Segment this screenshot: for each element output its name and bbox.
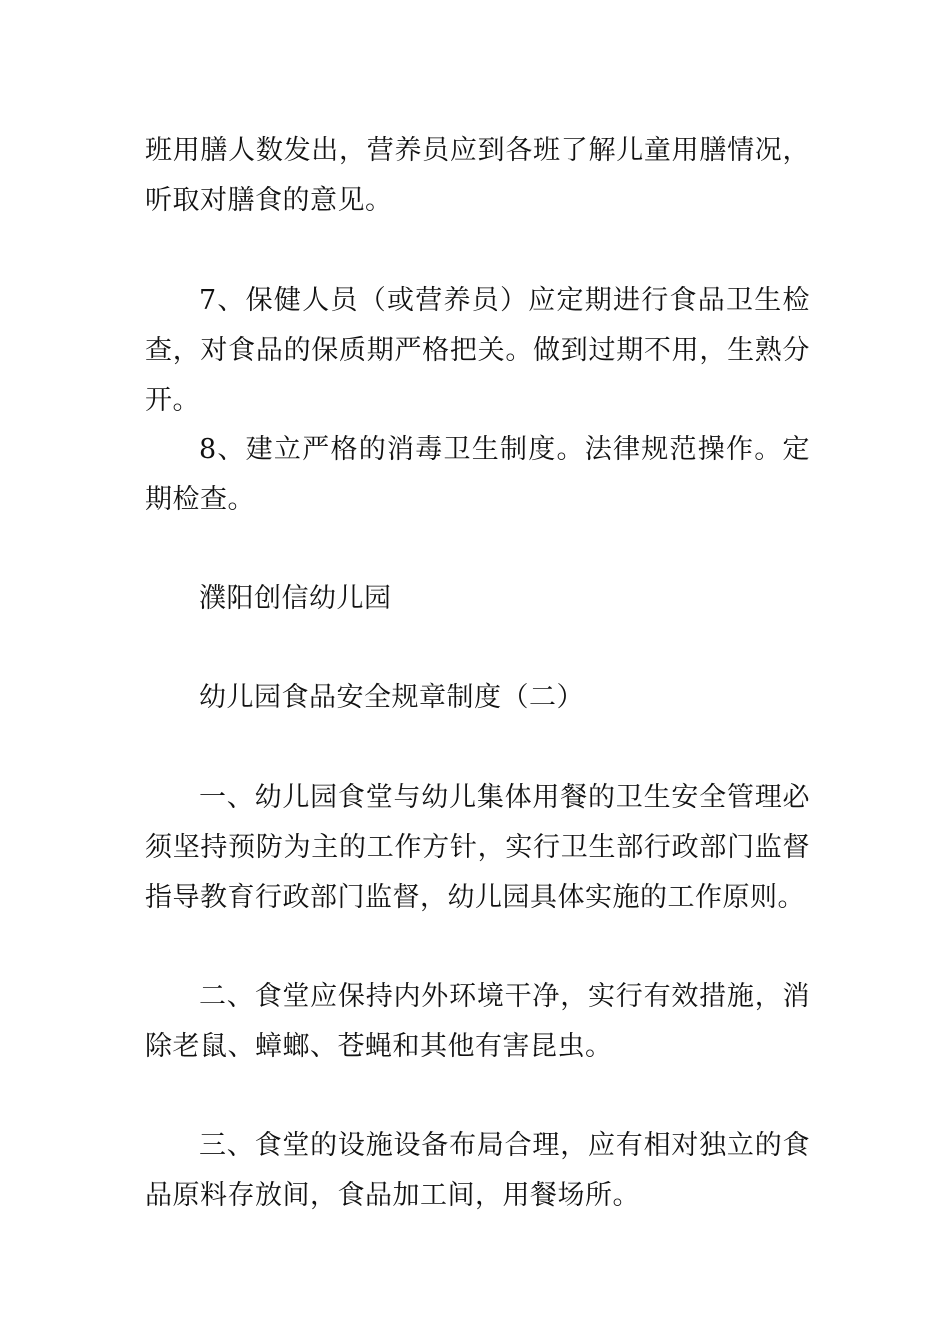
paragraph-continued: 班用膳人数发出，营养员应到各班了解儿童用膳情况，听取对膳食的意见。 (145, 135, 810, 216)
paragraph-rule-1: 一、幼儿园食堂与幼儿集体用餐的卫生安全管理必须坚持预防为主的工作方针，实行卫生部行政部门监督指导教育行政部门监督，幼儿园具体实施的工作原则。 (145, 782, 810, 913)
paragraph-rule-3: 三、食堂的设施设备布局合理，应有相对独立的食品原料存放间，食品加工间，用餐场所。 (145, 1130, 810, 1211)
organization-name: 濮阳创信幼儿园 (199, 583, 392, 614)
paragraph-item-7: 7、保健人员（或营养员）应定期进行食品卫生检查，对食品的保质期严格把关。做到过期不用，生熟分开。 (145, 285, 810, 416)
paragraph-rule-2: 二、食堂应保持内外环境干净，实行有效措施，消除老鼠、蟑螂、苍蝇和其他有害昆虫。 (145, 981, 810, 1062)
section-title: 幼儿园食品安全规章制度（二） (199, 682, 584, 713)
paragraph-item-8: 8、建立严格的消毒卫生制度。法律规范操作。定期检查。 (145, 434, 810, 515)
